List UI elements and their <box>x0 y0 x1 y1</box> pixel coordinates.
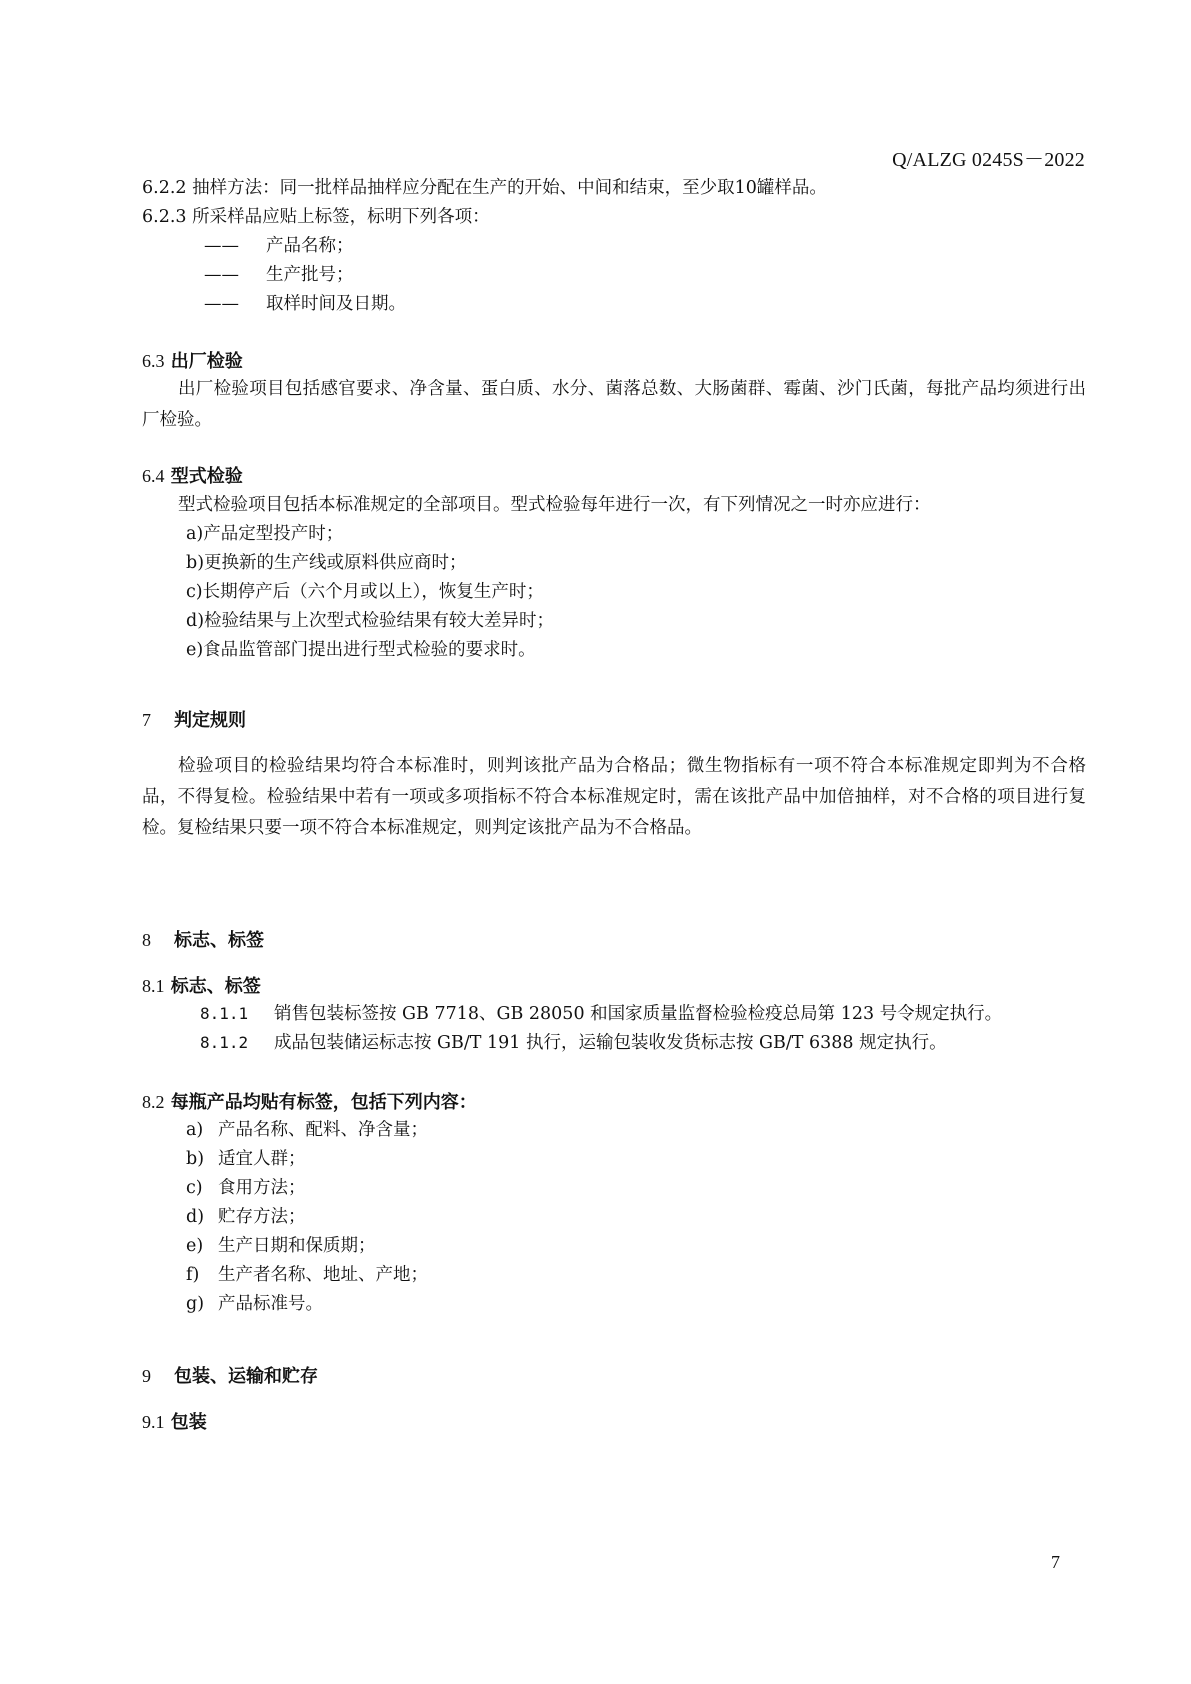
list-item-label: c) <box>186 1178 203 1198</box>
heading-number: 8.2 <box>142 1092 165 1112</box>
heading-number: 6.4 <box>142 466 165 486</box>
list-item-label: f) <box>186 1265 200 1285</box>
list-item-text: 生产日期和保质期； <box>218 1236 376 1256</box>
paragraph-6-4: 型式检验项目包括本标准规定的全部项目。型式检验每年进行一次，有下列情况之一时亦应进行： <box>178 495 931 515</box>
list-item: e)食品监管部门提出进行型式检验的要求时。 <box>186 640 536 660</box>
list-item-text: 生产者名称、地址、产地； <box>218 1265 428 1285</box>
list-item: c)长期停产后（六个月或以上），恢复生产时； <box>186 582 544 602</box>
list-item <box>186 1144 306 1174</box>
list-item-label: a) <box>186 1120 204 1140</box>
heading-number: 9 <box>142 1366 151 1386</box>
heading-title: 判定规则 <box>174 710 246 731</box>
heading-title: 包装、运输和贮存 <box>174 1366 318 1387</box>
list-item-label: e) <box>186 1236 204 1256</box>
dash-item <box>204 231 354 261</box>
list-item-label: b) <box>186 1149 205 1169</box>
heading-number: 9.1 <box>142 1412 165 1432</box>
heading-6-4 <box>142 461 243 492</box>
list-item: a)产品定型投产时； <box>186 524 344 544</box>
heading-8-2 <box>142 1087 477 1118</box>
heading-number: 8.1 <box>142 976 165 996</box>
dash-item <box>204 260 354 290</box>
page-number: 7 <box>1051 1552 1060 1572</box>
dash-item-text: 生产批号； <box>266 265 354 285</box>
sub-item-text: 成品包装储运标志按 GB/T 191 执行，运输包装收发货标志按 GB/T 6388 规定执行。 <box>274 1033 947 1053</box>
paragraph-6-3: 出厂检验项目包括感官要求、净含量、蛋白质、水分、菌落总数、大肠菌群、霉菌、沙门氏菌，每批产品均须进行出厂检验。 <box>142 379 1086 430</box>
dash-item-text: 取样时间及日期。 <box>266 294 406 314</box>
list-item-text: 适宜人群； <box>218 1149 306 1169</box>
sub-item-text: 销售包装标签按 GB 7718、GB 28050 和国家质量监督检验检疫总局第 123 号令规定执行。 <box>274 1004 1003 1024</box>
list-item-text: 产品标准号。 <box>218 1294 323 1314</box>
list-item: d)检验结果与上次型式检验结果有较大差异时； <box>186 611 555 631</box>
heading-title: 包装 <box>170 1412 207 1433</box>
dash-item-text: 产品名称； <box>266 236 354 256</box>
list-item <box>186 1231 376 1261</box>
list-item-label: g) <box>186 1294 205 1314</box>
list-item-text: 贮存方法； <box>218 1207 306 1227</box>
heading-9-1 <box>142 1407 207 1438</box>
paragraph-7: 检验项目的检验结果均符合本标准时，则判该批产品为合格品；微生物指标有一项不符合本标准规定即判为不合格品，不得复检。检验结果中若有一项或多项指标不符合本标准规定时，需在该批产品中加倍抽样，对不合格的项目进行复检。复检结果只要一项不符合本标准规定，则判定该批产品为不合格品。 <box>142 756 1086 838</box>
heading-number: 8 <box>142 930 151 950</box>
sub-item-8-1-1 <box>200 999 1002 1029</box>
list-item: b)更换新的生产线或原料供应商时； <box>186 553 467 573</box>
heading-title: 标志、标签 <box>170 976 261 997</box>
list-item <box>186 1115 428 1145</box>
sub-item-8-1-2 <box>200 1028 947 1058</box>
heading-title: 出厂检验 <box>170 351 243 372</box>
heading-7 <box>142 705 246 736</box>
list-item <box>186 1202 306 1232</box>
heading-number: 6.3 <box>142 351 165 371</box>
heading-9 <box>142 1361 318 1392</box>
heading-number: 7 <box>142 710 151 730</box>
dash-mark: —— <box>204 265 239 285</box>
heading-8 <box>142 925 264 956</box>
list-item <box>186 1289 323 1319</box>
document-code: Q/ALZG 0245S－2022 <box>892 149 1085 171</box>
dash-mark: —— <box>204 236 239 256</box>
sub-item-number: 8.1.1 <box>200 1004 249 1023</box>
list-item <box>186 1260 428 1290</box>
dash-mark: —— <box>204 294 239 314</box>
heading-title: 每瓶产品均贴有标签，包括下列内容： <box>170 1092 477 1113</box>
heading-title: 标志、标签 <box>174 930 264 951</box>
list-item-text: 食用方法； <box>218 1178 306 1198</box>
sub-item-number: 8.1.2 <box>200 1033 249 1052</box>
heading-8-1 <box>142 971 261 1002</box>
list-item <box>186 1173 306 1203</box>
section-6-2-2: 6.2.2 抽样方法：同一批样品抽样应分配在生产的开始、中间和结束，至少取10罐样品。 <box>142 178 827 198</box>
heading-title: 型式检验 <box>170 466 243 487</box>
list-item-text: 产品名称、配料、净含量； <box>218 1120 428 1140</box>
list-item-label: d) <box>186 1207 205 1227</box>
section-6-2-3: 6.2.3 所采样品应贴上标签，标明下列各项： <box>142 207 490 227</box>
heading-6-3 <box>142 346 243 377</box>
dash-item <box>204 289 406 319</box>
